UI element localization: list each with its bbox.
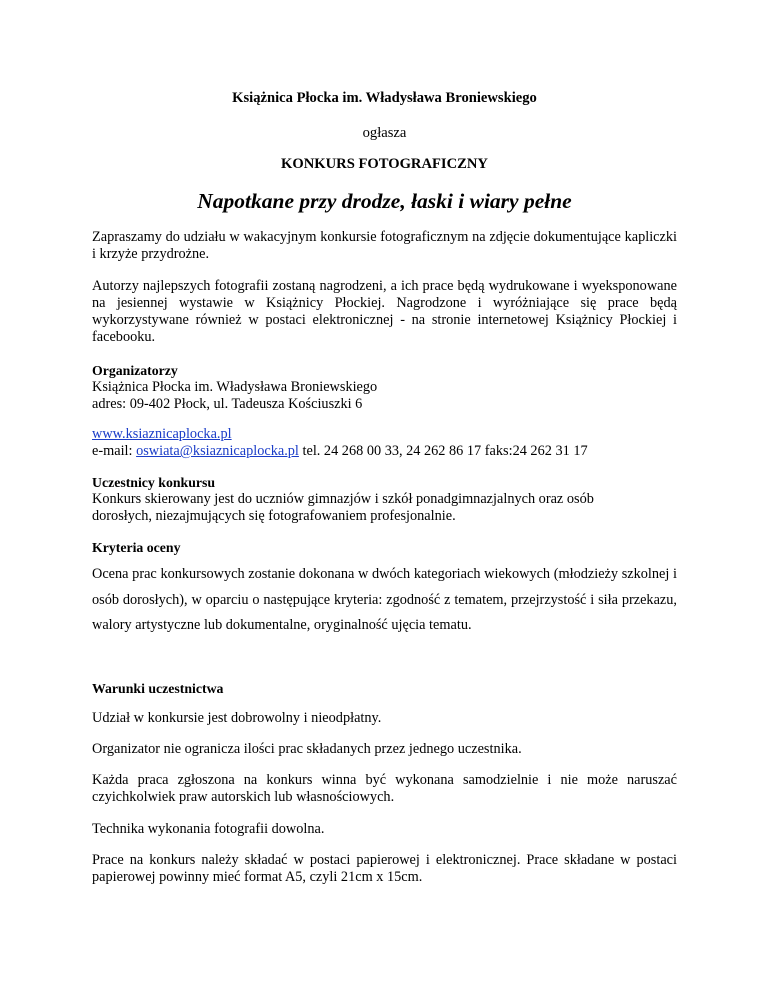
- website-link[interactable]: www.ksiaznicaplocka.pl: [92, 426, 232, 442]
- phone-numbers: tel. 24 268 00 33, 24 262 86 17 faks:24 262 31 17: [298, 443, 588, 459]
- email-label: e-mail:: [92, 443, 137, 459]
- email-link[interactable]: oswiata@ksiaznicaplocka.pl: [136, 443, 299, 459]
- organizer-address: adres: 09-402 Płock, ul. Tadeusza Kościuszki 6: [92, 396, 363, 412]
- conditions-heading: Warunki uczestnictwa: [92, 681, 224, 696]
- criteria-section: [92, 539, 677, 556]
- contest-title: KONKURS FOTOGRAFICZNY: [281, 156, 488, 172]
- condition-item-4: Technika wykonania fotografii dowolna.: [92, 821, 325, 837]
- condition-item-1: Udział w konkursie jest dobrowolny i nieodpłatny.: [92, 710, 382, 726]
- criteria-text: Ocena prac konkursowych zostanie dokonana w dwóch kategoriach wiekowych (młodzieży szkolnej i osób dorosłych), w oparciu o następujące kryteria: zgodność z tematem, przejrzystość i siła przekazu, walory artystyczne lub dokumentalne, oryginalność ujęcia tematu.: [92, 566, 677, 633]
- organizers-section: [92, 362, 677, 413]
- condition-item-3: Każda praca zgłoszona na konkurs winna być wykonana samodzielnie i nie może naruszać czyichkolwiek praw autorskich lub własnościowych.: [92, 772, 677, 805]
- participants-section: [92, 474, 677, 525]
- contact-section: [92, 426, 677, 460]
- participants-heading: Uczestnicy konkursu: [92, 475, 216, 490]
- contest-subtitle: Napotkane przy drodze, łaski i wiary pełne: [197, 189, 572, 213]
- condition-item-2: Organizator nie ogranicza ilości prac składanych przez jednego uczestnika.: [92, 741, 522, 757]
- organizers-heading: Organizatorzy: [92, 363, 178, 378]
- organizer-name: Książnica Płocka im. Władysława Broniewskiego: [92, 379, 378, 395]
- participants-line-2: dorosłych, niezajmujących się fotografowaniem profesjonalnie.: [92, 508, 456, 524]
- announces-text: ogłasza: [362, 125, 407, 141]
- participants-line-1: Konkurs skierowany jest do uczniów gimnazjów i szkół ponadgimnazjalnych oraz osób: [92, 491, 594, 507]
- institution-title: Książnica Płocka im. Władysława Broniewskiego: [232, 90, 537, 106]
- condition-item-5: Prace na konkurs należy składać w postaci papierowej i elektronicznej. Prace składane w postaci papierowej powinny mieć format A5, czyli 21cm x 15cm.: [92, 852, 677, 885]
- intro-paragraph-1: Zapraszamy do udziału w wakacyjnym konkursie fotograficznym na zdjęcie dokumentujące kapliczki i krzyże przydrożne.: [92, 229, 677, 262]
- criteria-heading: Kryteria oceny: [92, 540, 181, 555]
- intro-paragraph-2: Autorzy najlepszych fotografii zostaną nagrodzeni, a ich prace będą wydrukowane i wyeksponowane na jesiennej wystawie w Książnicy Płockiej. Nagrodzone i wyróżniające się prace będą wykorzystywane również w postaci elektronicznej - na stronie internetowej Książnicy Płockiej i facebooku.: [92, 278, 677, 345]
- conditions-section: [92, 680, 677, 697]
